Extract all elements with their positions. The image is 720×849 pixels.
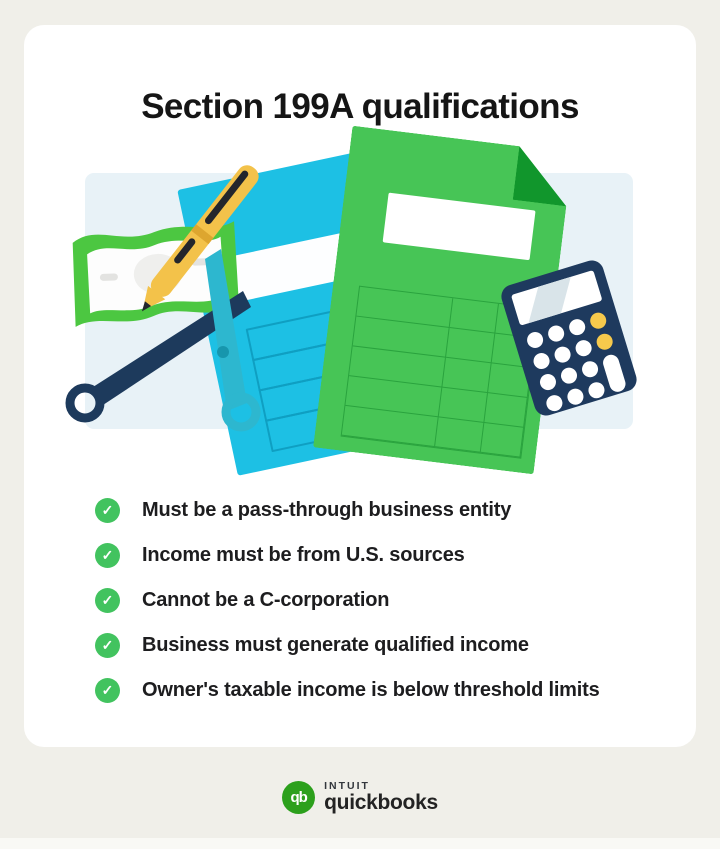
page-title: Section 199A qualifications [141, 87, 579, 127]
list-item-label: Must be a pass-through business entity [142, 499, 512, 521]
intuit-wordmark: INTUIT [324, 779, 370, 792]
list-item [95, 623, 635, 668]
qualification-checklist [95, 488, 635, 713]
list-item [95, 668, 635, 713]
brand-wordmark [324, 781, 438, 814]
list-item [95, 488, 635, 533]
check-icon: ✓ [95, 543, 120, 568]
green-document-title-box [383, 193, 536, 261]
brand-footer [0, 774, 720, 820]
check-icon: ✓ [95, 678, 120, 703]
list-item [95, 533, 635, 578]
check-icon: ✓ [95, 498, 120, 523]
quickbooks-wordmark: quickbooks [324, 791, 438, 815]
quickbooks-logo-icon: qb [282, 781, 315, 814]
list-item [95, 578, 635, 623]
check-icon: ✓ [95, 588, 120, 613]
bottom-strip [0, 838, 720, 849]
list-item-label: Cannot be a C-corporation [142, 589, 390, 611]
check-icon: ✓ [95, 633, 120, 658]
list-item-label: Owner's taxable income is below threshold limits [142, 679, 600, 701]
list-item-label: Business must generate qualified income [142, 634, 529, 656]
list-item-label: Income must be from U.S. sources [142, 544, 465, 566]
